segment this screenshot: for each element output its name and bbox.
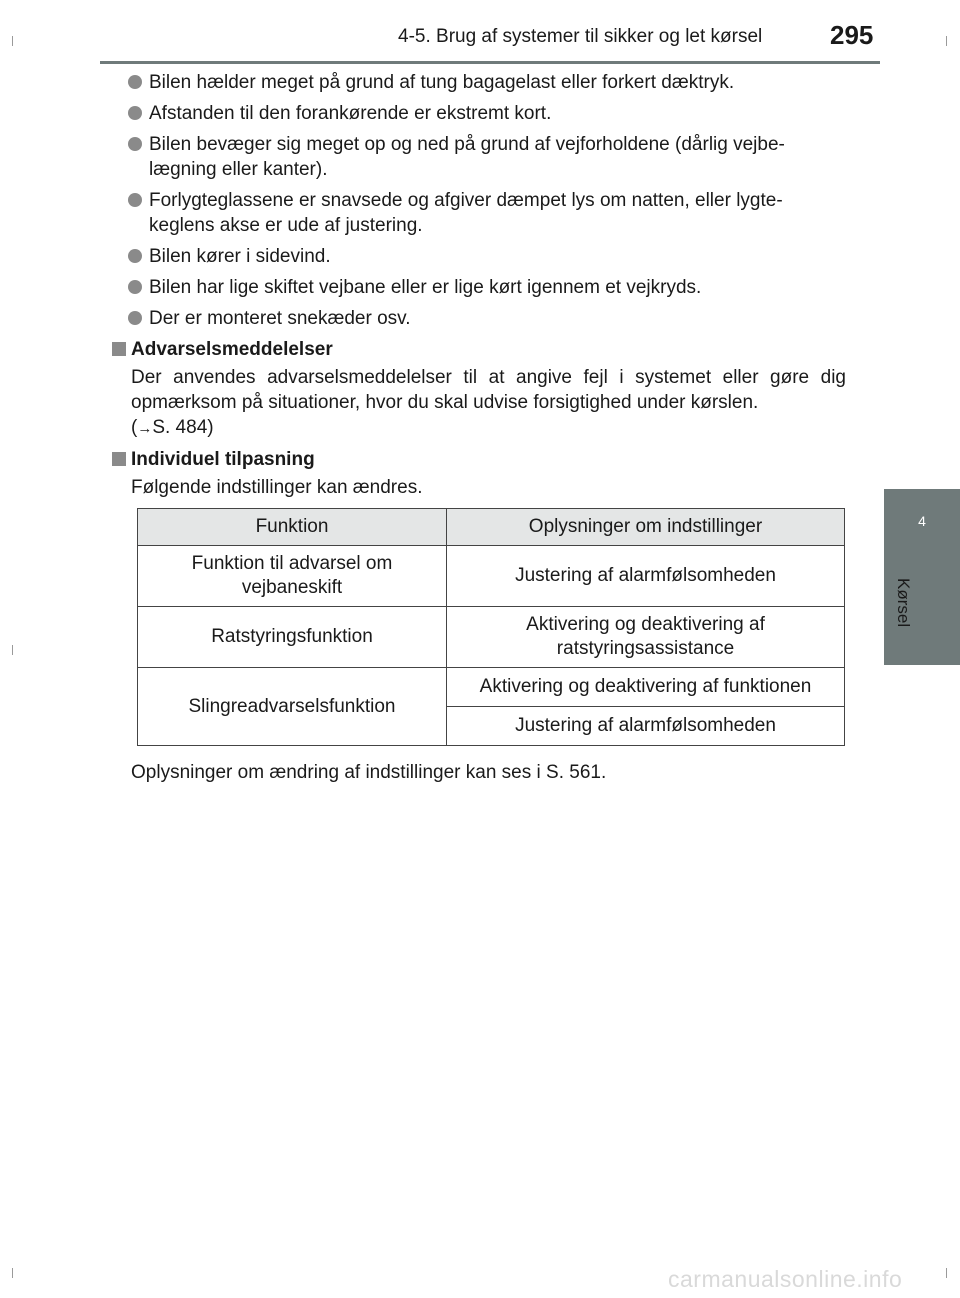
section-title: 4-5. Brug af systemer til sikker og let kørsel [398, 26, 763, 47]
table-cell: Funktion til advarsel om vejbaneskift [138, 546, 447, 607]
table-cell: Ratstyringsfunktion [138, 607, 447, 668]
bullet-icon [128, 193, 142, 207]
table-row [138, 546, 845, 607]
chapter-number: 4 [918, 513, 926, 529]
bullet-icon [128, 311, 142, 325]
page-reference-link[interactable]: S. 484 [152, 417, 208, 438]
table-header: Oplysninger om indstillinger [447, 509, 845, 546]
settings-table [137, 508, 845, 746]
page-number: 295 [830, 20, 874, 50]
crop-mark [12, 1268, 13, 1278]
chapter-tab [884, 489, 960, 665]
bullet-icon [128, 249, 142, 263]
bullet-icon [128, 137, 142, 151]
table-row [138, 668, 845, 707]
list-item: Bilen har lige skiftet vejbane eller er lige kørt igennem et vejkryds. [110, 275, 846, 300]
square-bullet-icon [112, 452, 126, 466]
table-cell: Justering af alarmfølsomheden [447, 546, 845, 607]
watermark: carmanualsonline.info [668, 1266, 903, 1292]
square-bullet-icon [112, 342, 126, 356]
list-item: Afstanden til den forankørende er ekstremt kort. [110, 101, 846, 126]
list-item: Bilen kører i sidevind. [110, 244, 846, 269]
section-heading-custom: Individuel tilpasning [110, 447, 846, 472]
list-item: Bilen hælder meget på grund af tung bagagelast eller forkert dæktryk. [110, 70, 846, 95]
warnings-text: Der anvendes advarselsmeddelelser til at angive fejl i systemet eller gøre dig opmærksom på situationer, hvor du skal udvise forsigtighed under kørslen. (→S. 484) [131, 367, 846, 438]
chapter-label: Kørsel [894, 578, 913, 628]
header-rule [100, 61, 880, 64]
table-cell: Aktivering og deaktivering af funktionen [447, 668, 845, 707]
crop-mark [946, 1268, 947, 1278]
section-heading-warnings: Advarselsmeddelelser [110, 337, 846, 362]
list-item: Bilen bevæger sig meget op og ned på grund af vejforholdene (dårlig vejbe-lægning eller kanter). [110, 132, 846, 182]
footnote: Oplysninger om ændring af indstillinger kan ses i S. 561. [131, 762, 607, 783]
list-item: Forlygteglassene er snavsede og afgiver dæmpet lys om natten, eller lygte-keglens akse er ude af justering. [110, 188, 846, 238]
list-item: Der er monteret snekæder osv. [110, 306, 846, 331]
bullet-icon [128, 75, 142, 89]
table-cell: Aktivering og deaktivering af ratstyringsassistance [447, 607, 845, 668]
table-cell: Slingreadvarselsfunktion [138, 668, 447, 746]
table-row [138, 607, 845, 668]
bullet-icon [128, 280, 142, 294]
bullet-icon [128, 106, 142, 120]
table-header: Funktion [138, 509, 447, 546]
page-content [110, 70, 846, 785]
crop-mark [12, 645, 13, 655]
arrow-right-icon: → [137, 420, 153, 437]
crop-mark [946, 36, 947, 46]
table-cell: Justering af alarmfølsomheden [447, 707, 845, 746]
custom-text: Følgende indstillinger kan ændres. [131, 477, 423, 498]
crop-mark [12, 36, 13, 46]
